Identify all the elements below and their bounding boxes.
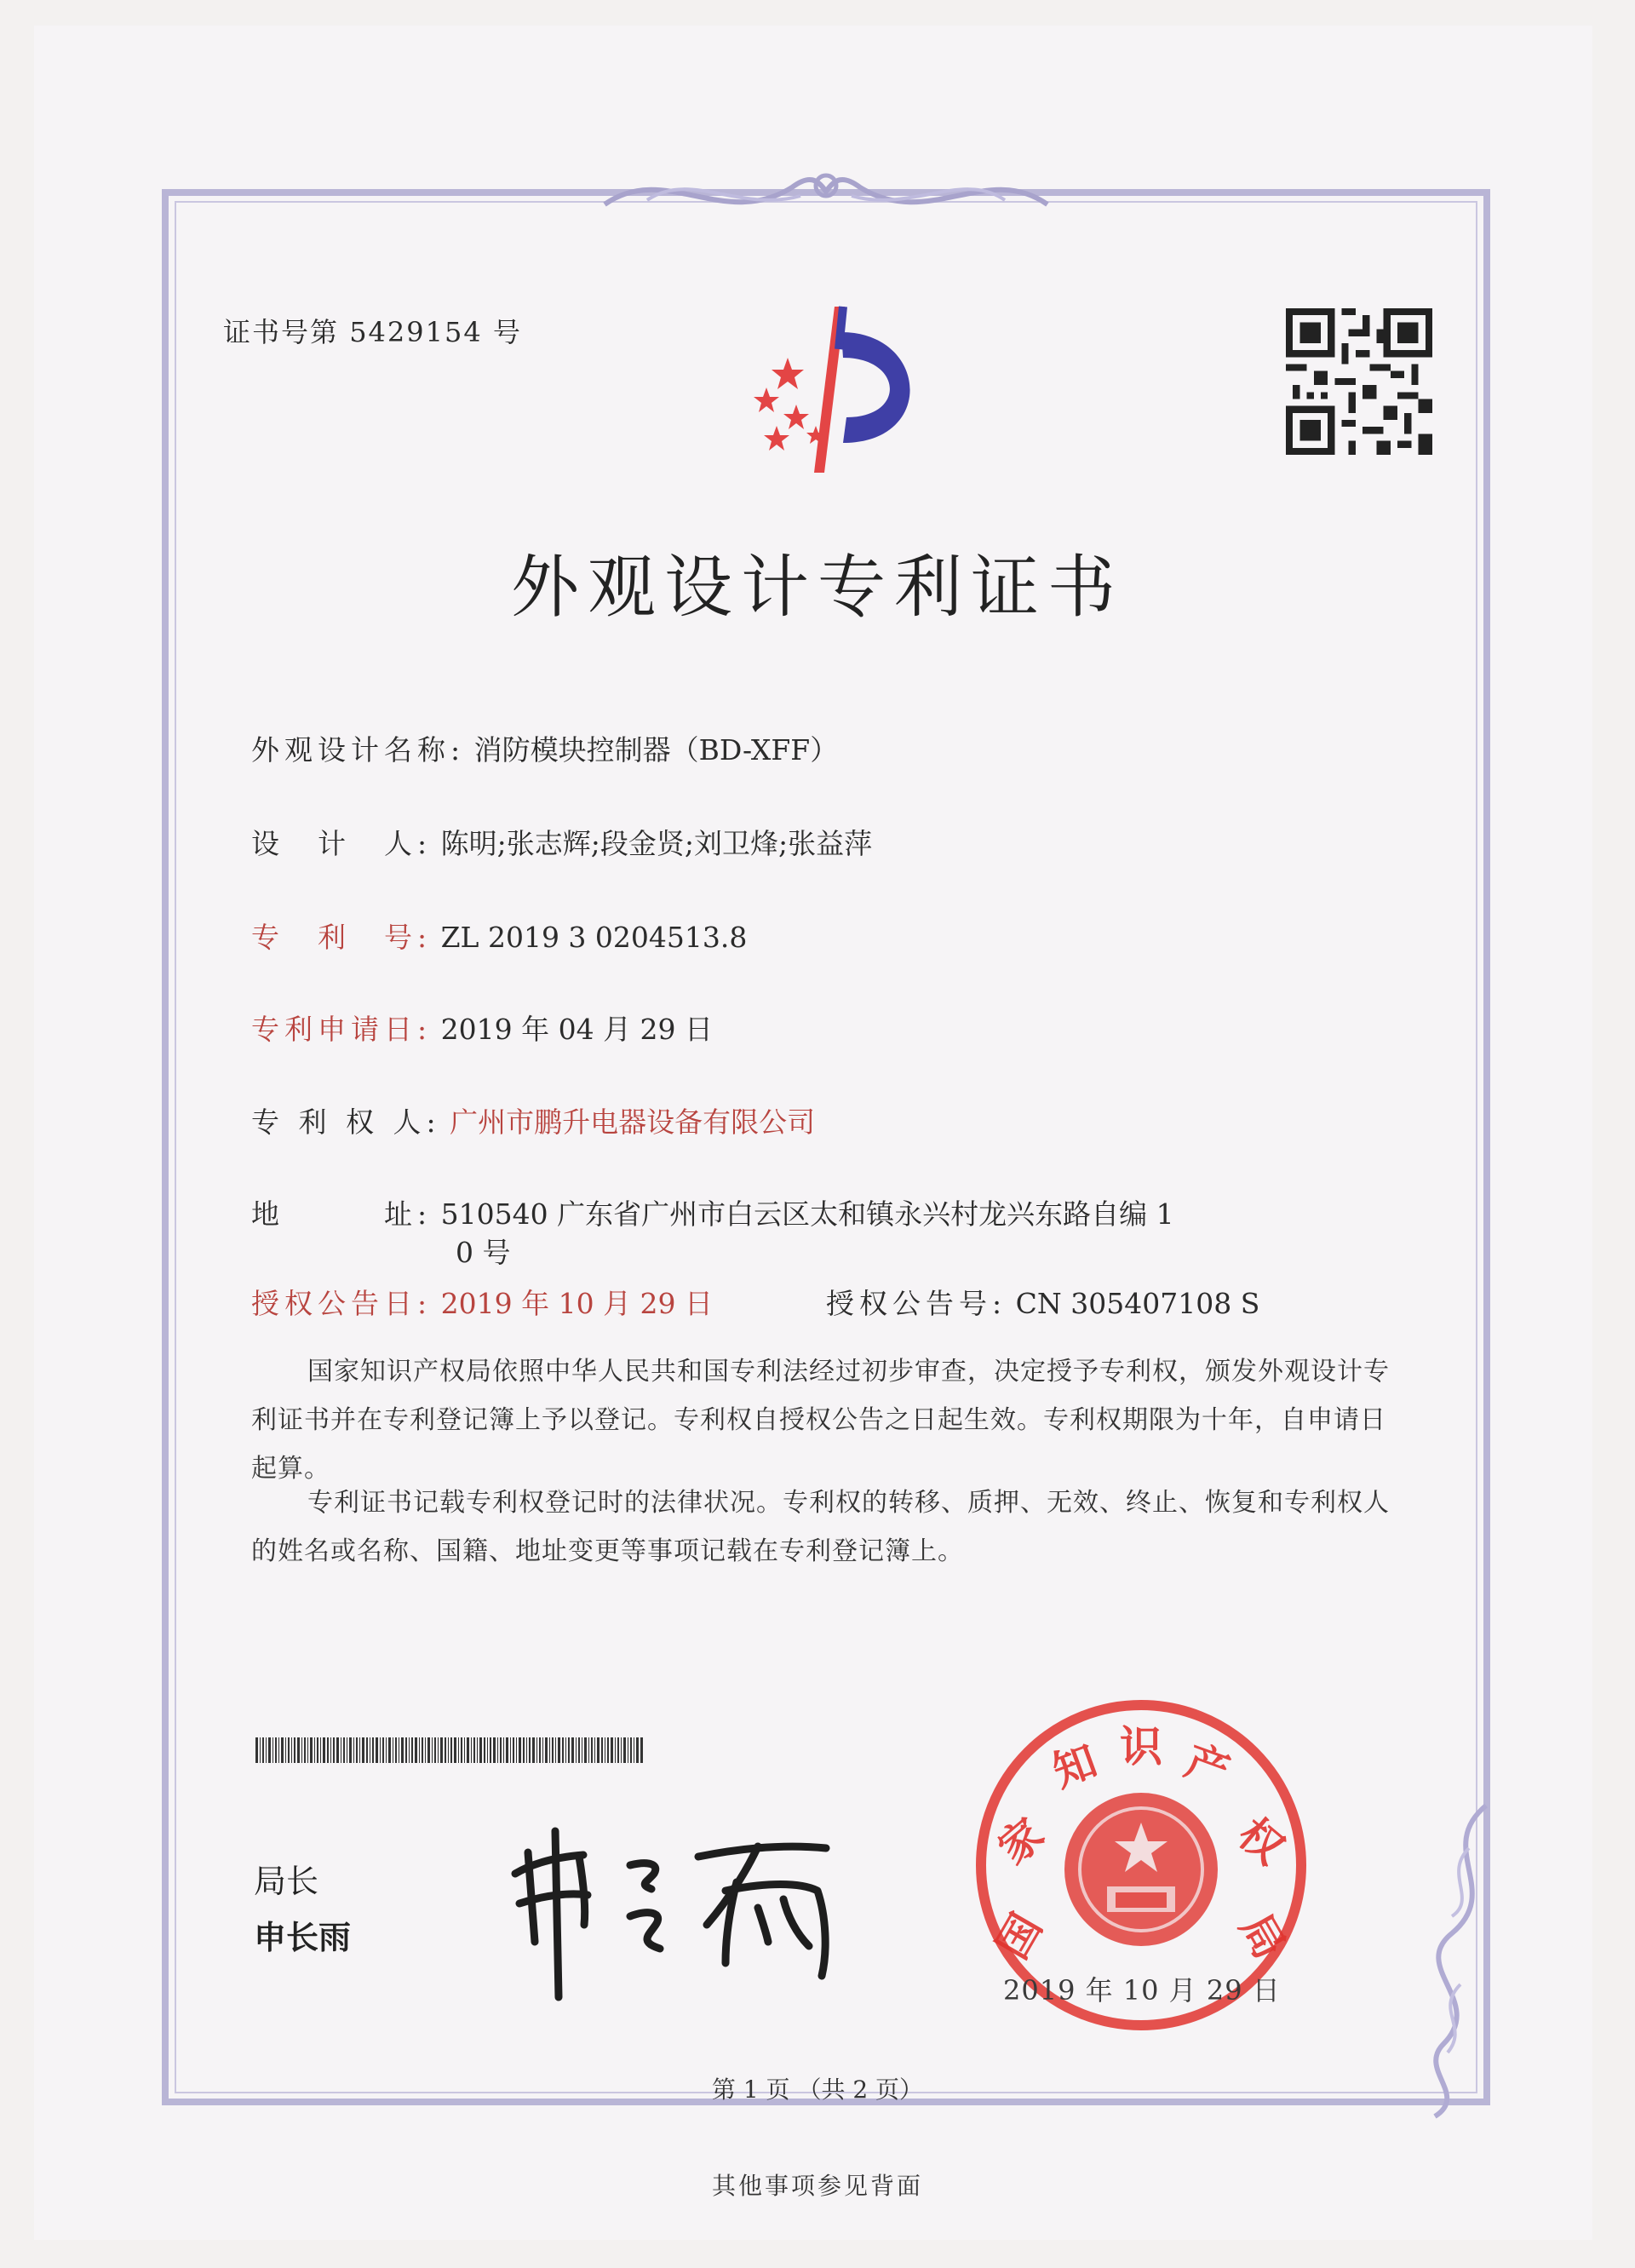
field-address-continued: 0 号 [456,1236,511,1269]
field-value: 2019 年 04 月 29 日 [440,1013,714,1046]
field-label: 授权公告日: [251,1287,433,1320]
signatory-title: 局长 [254,1863,319,1900]
svg-text:识: 识 [1120,1722,1162,1771]
svg-text:局: 局 [1231,1905,1295,1967]
barcode-icon [255,1737,643,1763]
field-value: ZL 2019 3 0204513.8 [440,921,748,954]
field-address [251,1192,1174,1232]
field-patentee [251,1100,815,1140]
field-label: 专 利 号: [251,921,433,954]
statement-paragraph: 专利证书记载专利权登记时的法律状况。专利权的转移、质押、无效、终止、恢复和专利权人的姓名或名称、国籍、地址变更等事项记载在专利登记簿上。 [251,1488,1390,1566]
svg-text:国: 国 [987,1905,1052,1967]
field-patent-number [251,916,747,956]
field-value: 消防模块控制器（BD-XFF） [473,733,839,767]
svg-text:家: 家 [989,1808,1053,1875]
field-value: 陈明;张志辉;段金贤;刘卫烽;张益萍 [440,827,873,860]
field-label: 专利申请日: [251,1013,433,1046]
certificate-number-value: 5429154 [349,316,483,348]
signatory-name: 申长雨 [254,1919,352,1956]
statement-paragraph: 国家知识产权局依照中华人民共和国专利法经过初步审查，决定授予专利权，颁发外观设计专利证书并在专利登记簿上予以登记。专利权自授权公告之日起生效。专利权期限为十年，自申请日起算。 [251,1357,1390,1484]
field-designers [251,822,872,862]
field-design-name [251,728,838,768]
top-ornament-icon [596,153,1056,230]
field-label: 专 利 权 人: [251,1105,441,1139]
cnipa-logo-icon [715,298,962,485]
svg-text:权: 权 [1229,1808,1294,1875]
footer-note: 其他事项参见背面 [711,2172,923,2200]
qr-code-icon [1286,308,1432,455]
field-label: 外观设计名称: [251,733,466,767]
svg-text:产: 产 [1179,1736,1236,1797]
field-value: 广州市鹏升电器设备有限公司 [450,1105,816,1139]
field-label: 地 址: [251,1197,433,1231]
field-value: 510540 广东省广州市白云区太和镇永兴村龙兴东路自编 1 [440,1197,1174,1231]
field-label: 设 计 人: [251,827,433,860]
certificate-number-label: 证书号第 [223,316,340,348]
certificate-number [223,311,522,350]
certificate-number-suffix: 号 [492,316,522,348]
document-title: 外观设计专利证书 [511,548,1124,627]
field-value: CN 305407108 S [1015,1287,1260,1320]
page-indicator: 第 1 页 （共 2 页） [711,2076,924,2104]
field-grant-date [251,1282,713,1322]
field-application-date [251,1008,713,1048]
seal-date: 2019 年 10 月 29 日 [1003,1974,1281,2007]
handwritten-signature-icon [502,1814,843,2001]
field-label: 授权公告号: [826,1287,1007,1320]
svg-text:知: 知 [1046,1736,1104,1797]
field-value: 2019 年 10 月 29 日 [440,1287,714,1320]
field-grant-number [826,1282,1259,1322]
